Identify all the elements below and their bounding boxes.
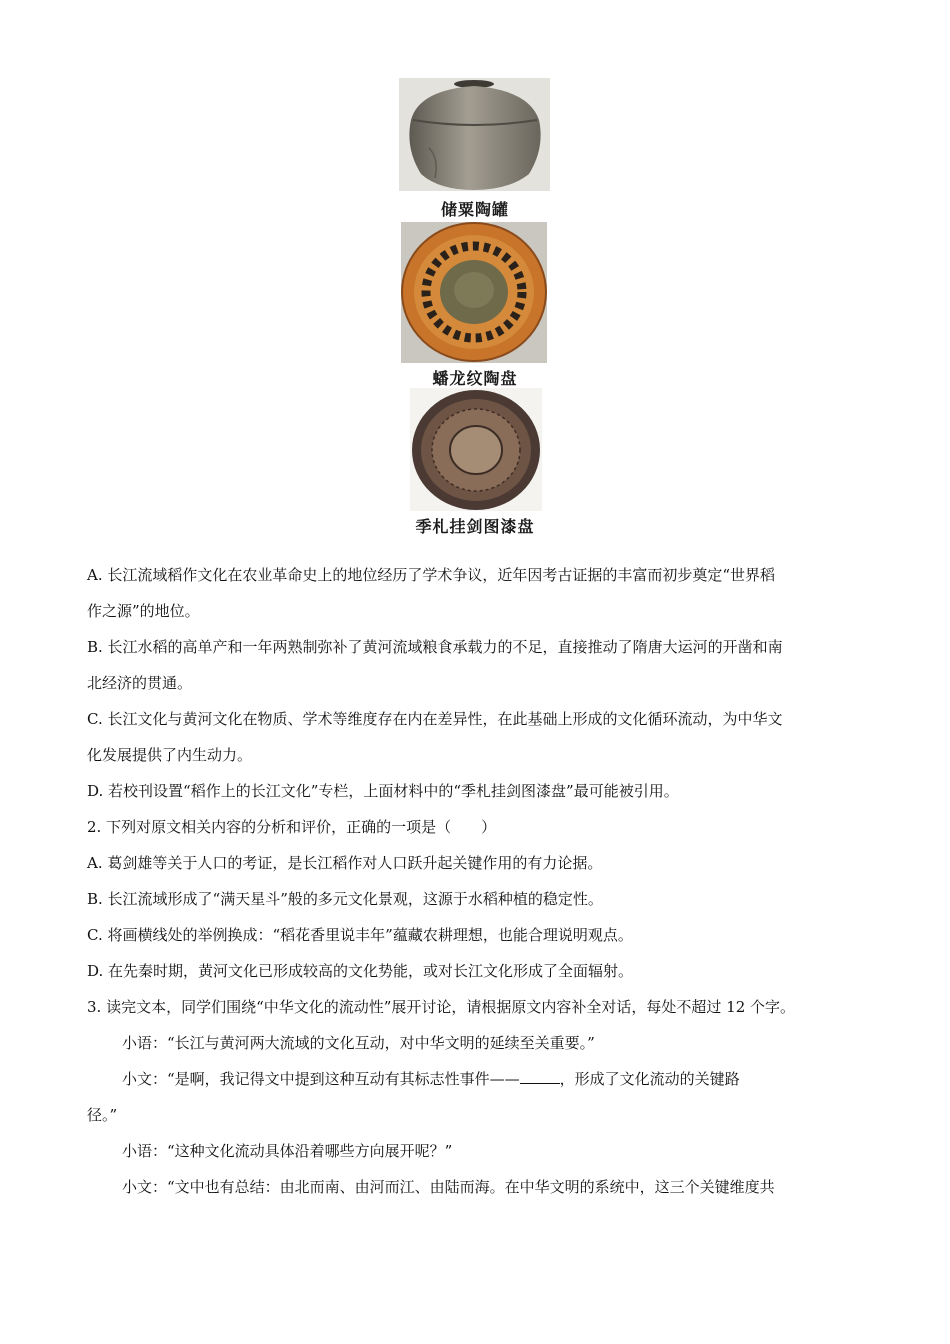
- dialogue-2-part1: 小文：“是啊，我记得文中提到这种互动有其标志性事件——: [122, 1070, 520, 1088]
- dialogue-1: 小语：“长江与黄河两大流域的文化互动，对中华文明的延续至关重要。”: [122, 1034, 595, 1052]
- dialogue-3: 小语：“这种文化流动具体沿着哪些方向展开呢？”: [122, 1142, 453, 1160]
- q2-option-d: D. 在先秦时期，黄河文化已形成较高的文化势能，或对长江文化形成了全面辐射。: [87, 962, 634, 980]
- option-b-line2: 北经济的贯通。: [87, 674, 193, 692]
- option-a-line1: A. 长江流域稻作文化在农业革命史上的地位经历了学术争议，近年因考古证据的丰富而初步奠定“世界稻: [87, 566, 776, 584]
- question-3-stem: 3. 读完文本，同学们围绕“中华文化的流动性”展开讨论，请根据原文内容补全对话，每处不超过 12 个字。: [87, 998, 796, 1016]
- pottery-jar-icon: [399, 78, 550, 191]
- dialogue-2: [87, 1061, 877, 1097]
- question-2-stem: 2. 下列对原文相关内容的分析和评价，正确的一项是（ ）: [87, 818, 497, 836]
- option-c-line1: C. 长江文化与黄河文化在物质、学术等维度存在内在差异性，在此基础上形成的文化循环流动，为中华文: [87, 710, 783, 728]
- figure-caption-jar: 储粟陶罐: [440, 200, 509, 219]
- option-a-line2: 作之源”的地位。: [87, 602, 200, 620]
- dialogue-2-end: 径。”: [87, 1106, 118, 1124]
- lacquer-plate-icon: [410, 388, 542, 511]
- lacquer-plate-photo: [410, 388, 542, 511]
- pottery-jar-photo: [399, 78, 550, 191]
- option-b-line1: B. 长江水稻的高单产和一年两熟制弥补了黄河流域粮食承载力的不足，直接推动了隋唐大运河的开凿和南: [87, 638, 783, 656]
- dialogue-4: 小文：“文中也有总结：由北而南、由河而江、由陆而海。在中华文明的系统中，这三个关键维度共: [122, 1178, 775, 1196]
- q2-option-b: B. 长江流域形成了“满天星斗”般的多元文化景观，这源于水稻种植的稳定性。: [87, 890, 603, 908]
- q2-option-a: A. 葛剑雄等关于人口的考证，是长江稻作对人口跃升起关键作用的有力论据。: [87, 854, 603, 872]
- question-1-options: [87, 557, 877, 1205]
- dragon-plate-photo: [401, 222, 547, 363]
- answer-blank[interactable]: [520, 1069, 560, 1084]
- dragon-plate-icon: [401, 222, 547, 363]
- dialogue-2-part2: ，形成了文化流动的关键路: [559, 1070, 740, 1088]
- option-d-line1: D. 若校刊设置“稻作上的长江文化”专栏，上面材料中的“季札挂剑图漆盘”最可能被引用。: [87, 782, 679, 800]
- figure-caption-lacquer-plate: 季札挂剑图漆盘: [415, 517, 535, 536]
- option-c-line2: 化发展提供了内生动力。: [87, 746, 253, 764]
- figure-caption-dragon-plate: 蟠龙纹陶盘: [432, 369, 518, 388]
- q2-option-c: C. 将画横线处的举例换成：“稻花香里说丰年”蕴藏农耕理想，也能合理说明观点。: [87, 926, 633, 944]
